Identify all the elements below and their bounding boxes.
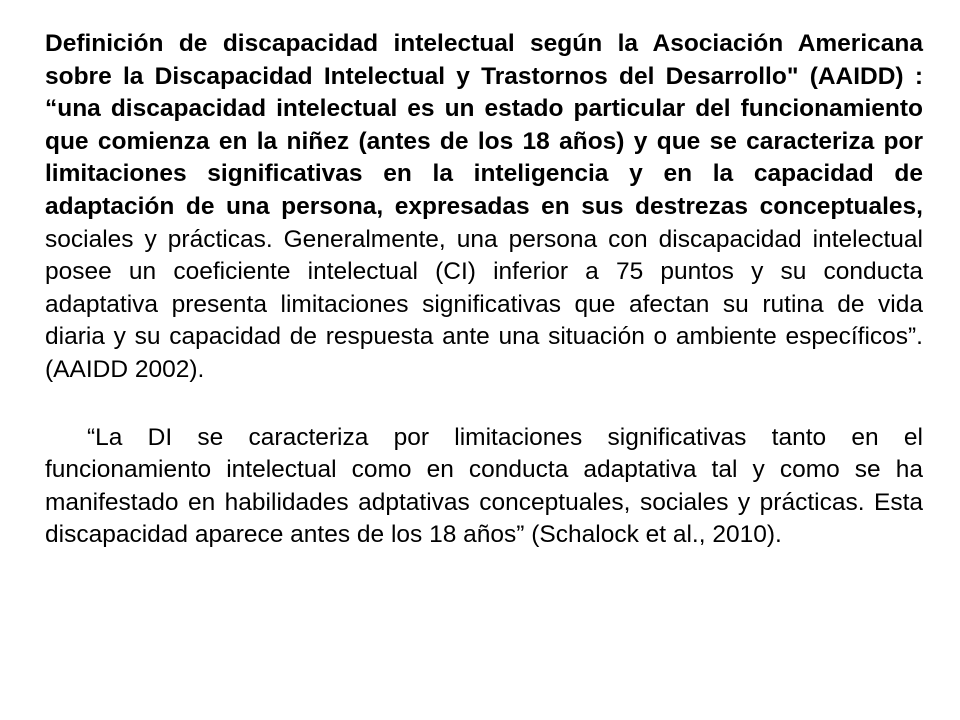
quote-paragraph xyxy=(45,422,923,552)
definition-regular-text: sociales y prácticas. Generalmente, una persona con discapacidad intelectual posee un coeficiente intelectual (CI) inferior a 75 puntos y su conducta adaptativa presenta limitaciones significativas que afectan su rutina de vida diaria y su capacidad de respuesta ante una situación o ambiente específicos”. (AAIDD 2002). xyxy=(45,225,923,383)
slide-text-body xyxy=(45,28,923,552)
definition-bold-text: Definición de discapacidad intelectual según la Asociación Americana sobre la Discapacidad Intelectual y Trastornos del Desarrollo" (AAIDD) : “una discapacidad intelectual es un estado particular del funcionamiento que comienza en la niñez (antes de los 18 años) y que se caracteriza por limitaciones significativas en la inteligencia y en la capacidad de adaptación de una persona, expresadas en sus destrezas conceptuales, xyxy=(45,30,923,220)
definition-paragraph xyxy=(45,28,923,387)
quote-text: “La DI se caracteriza por limitaciones significativas tanto en el funcionamiento intelectual como en conducta adaptativa tal y como se ha manifestado en habilidades adptativas conceptuales, sociales y prácticas. Esta discapacidad aparece antes de los 18 años” (Schalock et al., 2010). xyxy=(45,423,923,549)
